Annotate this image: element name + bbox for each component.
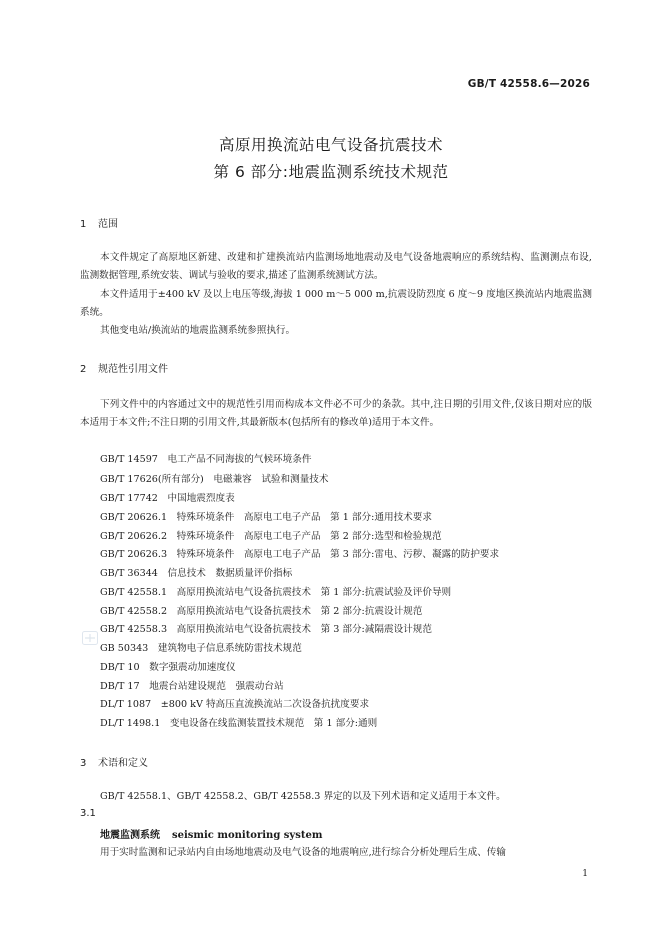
document-title-line2: 第 6 部分:地震监测系统技术规范 bbox=[213, 163, 449, 181]
term-chinese: 地震监测系统 bbox=[100, 830, 160, 841]
reference-item: DB/T 17 地震台站建设规范 强震动台站 bbox=[100, 681, 284, 692]
reference-item: GB/T 42558.1 高原用换流站电气设备抗震技术 第 1 部分:抗震试验及评价导则 bbox=[100, 587, 452, 598]
scope-paragraph-1: 本文件规定了高原地区新建、改建和扩建换流站内监测场地地震动及电气设备地震响应的系统结构、监测测点布设,监测数据管理,系统安装、调试与验收的要求,描述了监测系统测试方法。 bbox=[80, 252, 592, 281]
reference-item: DL/T 1087 ±800 kV 特高压直流换流站二次设备抗扰度要求 bbox=[100, 699, 370, 710]
reference-item: GB/T 17626(所有部分) 电磁兼容 试验和测量技术 bbox=[100, 474, 329, 485]
reference-item: GB/T 20626.3 特殊环境条件 高原电工电子产品 第 3 部分:雷电、污秽、凝露的防护要求 bbox=[100, 549, 500, 560]
reference-item: GB 50343 建筑物电子信息系统防雷技术规范 bbox=[100, 643, 302, 654]
section-title: 范围 bbox=[98, 219, 118, 230]
reference-item: GB/T 42558.2 高原用换流站电气设备抗震技术 第 2 部分:抗震设计规范 bbox=[100, 606, 423, 617]
reference-item: GB/T 20626.1 特殊环境条件 高原电工电子产品 第 1 部分:通用技术要求 bbox=[100, 512, 432, 523]
reference-item: GB/T 42558.3 高原用换流站电气设备抗震技术 第 3 部分:减隔震设计规范 bbox=[100, 624, 432, 635]
section-number: 1 bbox=[80, 219, 87, 230]
section-number: 2 bbox=[80, 364, 87, 375]
references-intro: 下列文件中的内容通过文中的规范性引用而构成本文件必不可少的条款。其中,注日期的引用文件,仅该日期对应的版本适用于本文件;不注日期的引用文件,其最新版本(包括所有的修改单)适用于本文件。 bbox=[80, 399, 592, 428]
section-title: 术语和定义 bbox=[98, 758, 148, 769]
reference-item: GB/T 17742 中国地震烈度表 bbox=[100, 493, 235, 504]
term-number: 3.1 bbox=[80, 808, 96, 819]
scope-paragraph-2: 本文件适用于±400 kV 及以上电压等级,海拔 1 000 m～5 000 m,抗震设防烈度 6 度～9 度地区换流站内地震监测系统。 bbox=[80, 289, 592, 318]
reference-item: DL/T 1498.1 变电设备在线监测装置技术规范 第 1 部分:通则 bbox=[100, 718, 378, 729]
reference-item: GB/T 36344 信息技术 数据质量评价指标 bbox=[100, 568, 293, 579]
page-number: 1 bbox=[582, 869, 588, 879]
scope-paragraph-3: 其他变电站/换流站的地震监测系统参照执行。 bbox=[100, 325, 296, 336]
reference-item: GB/T 20626.2 特殊环境条件 高原电工电子产品 第 2 部分:选型和检验规范 bbox=[100, 531, 442, 542]
terms-intro: GB/T 42558.1、GB/T 42558.2、GB/T 42558.3 界定的以及下列术语和定义适用于本文件。 bbox=[100, 791, 506, 802]
section-1-heading bbox=[80, 215, 118, 230]
term-entry bbox=[100, 826, 322, 841]
section-title: 规范性引用文件 bbox=[98, 364, 168, 375]
term-english: seismic monitoring system bbox=[172, 830, 323, 841]
document-code: GB/T 42558.6—2026 bbox=[467, 78, 590, 90]
section-2-heading bbox=[80, 360, 168, 375]
section-number: 3 bbox=[80, 758, 87, 769]
reference-item: DB/T 10 数字强震动加速度仪 bbox=[100, 662, 236, 673]
section-3-heading bbox=[80, 754, 148, 769]
document-title-line1: 高原用换流站电气设备抗震技术 bbox=[218, 136, 443, 154]
term-definition: 用于实时监测和记录站内自由场地地震动及电气设备的地震响应,进行综合分析处理后生成、传输 bbox=[100, 847, 506, 858]
reference-item: GB/T 14597 电工产品不同海拔的气候环境条件 bbox=[100, 454, 312, 465]
watermark-logo-icon bbox=[82, 631, 98, 645]
